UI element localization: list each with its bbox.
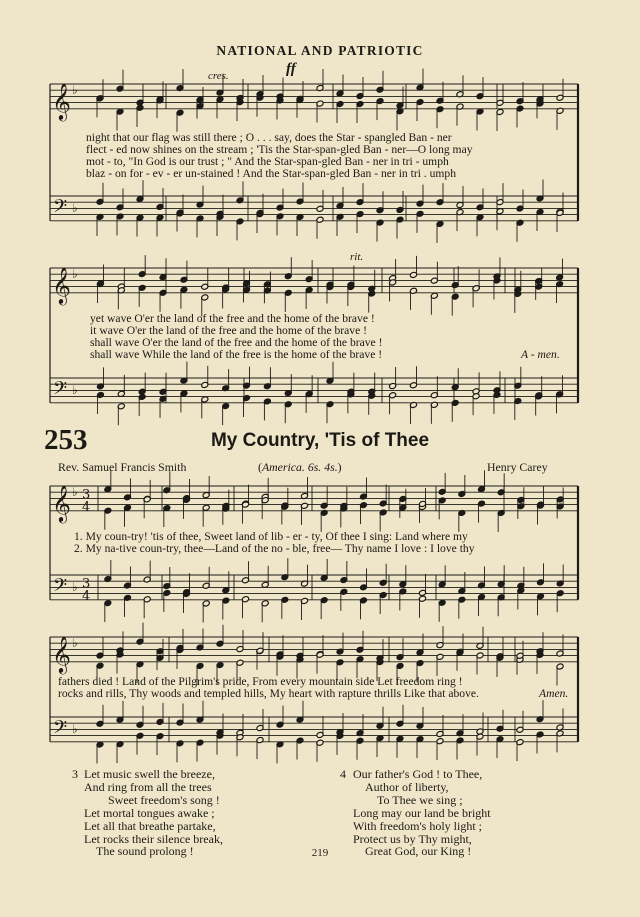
- hymn-title: My Country, 'Tis of Thee: [210, 430, 430, 451]
- verse-line: Great God, our King !: [365, 844, 472, 859]
- lyric-line: 1. My coun-try! 'tis of thee, Sweet land of lib - er - ty, Of thee I sing: Land where my: [74, 530, 468, 543]
- treble-clef: 𝄞: [52, 634, 71, 673]
- lyric-line: yet wave O'er the land of the free and the home of the brave !: [90, 312, 375, 325]
- time-sig: 4: [82, 499, 91, 515]
- bass-clef: 𝄢: [53, 196, 68, 222]
- lyric-line: rocks and rills, Thy woods and templed hills, My heart with rapture thrills Like that above.: [58, 687, 479, 700]
- time-sig: 4: [82, 588, 91, 604]
- lyric-line: it wave O'er the land of the free and the home of the brave !: [90, 324, 367, 337]
- verse-line: With freedom's holy light ;: [353, 818, 482, 833]
- verse-line: Let rocks their silence break,: [84, 831, 223, 846]
- lyric-line: fathers died ! Land of the Pilgrim's pride, From every mountain side Let freedom ring !: [58, 675, 463, 688]
- hymn-composer: Henry Carey: [487, 460, 548, 474]
- lyric-line: blaz - on for - ev - er un-stained ! And the Star-span-gled Ban - ner in tri . umph: [86, 167, 457, 180]
- amen-text: Amen.: [539, 687, 569, 700]
- section-header: NATIONAL AND PATRIOTIC: [216, 43, 424, 58]
- verse-line: Let all that breathe partake,: [84, 818, 216, 833]
- hymn-number: 253: [44, 424, 88, 456]
- flat-sign: ♭: [72, 722, 78, 737]
- hymn-tune: (America. 6s. 4s.): [258, 460, 342, 474]
- lyric-line: night that our flag was still there ; O . . . say, does the Star - spangled Ban - ner: [86, 131, 452, 144]
- verse-line: Let music swell the breeze,: [84, 767, 215, 781]
- verse-line: Long may our land be bright: [353, 805, 491, 820]
- dynamic-cres: cres.: [208, 70, 229, 82]
- lyric-line: mot - to, "In God is our trust ; " And the Star-span-gled Ban - ner in tri - umph: [86, 155, 449, 168]
- lyric-line: flect - ed now shines on the stream ; 'Tis the Star-span-gled Ban - ner—O long may: [86, 143, 473, 156]
- meter: 6s. 4s.: [307, 460, 338, 474]
- verse-line: To Thee we sing ;: [377, 792, 463, 807]
- treble-clef: 𝄞: [52, 81, 71, 120]
- flat-sign: ♭: [72, 201, 78, 216]
- verse-number: 4: [340, 767, 346, 781]
- flat-sign: ♭: [72, 383, 78, 398]
- verse-number: 3: [72, 767, 78, 781]
- flat-sign: ♭: [72, 635, 78, 650]
- verse-4: [340, 768, 491, 858]
- hymn-author: Rev. Samuel Francis Smith: [58, 460, 187, 474]
- treble-clef: 𝄞: [52, 483, 71, 522]
- bass-clef: 𝄢: [53, 378, 68, 404]
- tune-name: America.: [261, 460, 305, 474]
- bass-clef: 𝄢: [53, 717, 68, 743]
- verse-line: Author of liberty,: [365, 779, 449, 794]
- treble-clef: 𝄞: [52, 265, 71, 304]
- verse-line: The sound prolong !: [96, 844, 194, 859]
- verse-line: And ring from all the trees: [84, 779, 212, 794]
- time-sig: 3: [82, 487, 91, 503]
- verse-3: [72, 768, 223, 858]
- flat-sign: ♭: [72, 82, 78, 97]
- time-sig: 3: [82, 576, 91, 592]
- dynamic-rit: rit.: [350, 251, 364, 263]
- dynamic-ff: ff: [286, 61, 296, 77]
- page-number: 219: [311, 847, 329, 859]
- flat-sign: ♭: [72, 580, 78, 595]
- lyric-line: shall wave O'er the land of the free and the home of the brave !: [90, 336, 383, 349]
- flat-sign: ♭: [72, 266, 78, 281]
- verse-line: Our father's God ! to Thee,: [353, 767, 483, 781]
- verse-line: Protect us by Thy might,: [353, 831, 472, 846]
- lyric-line: 2. My na-tive coun-try, thee—Land of the no - ble, free— Thy name I love : I love thy: [74, 542, 475, 555]
- verse-line: Sweet freedom's song !: [108, 792, 220, 807]
- lyric-line: shall wave While the land of the free is the home of the brave !: [90, 348, 383, 361]
- bass-clef: 𝄢: [53, 575, 68, 601]
- verse-line: Let mortal tongues awake ;: [84, 805, 215, 820]
- amen-text: A - men.: [521, 348, 560, 361]
- flat-sign: ♭: [72, 484, 78, 499]
